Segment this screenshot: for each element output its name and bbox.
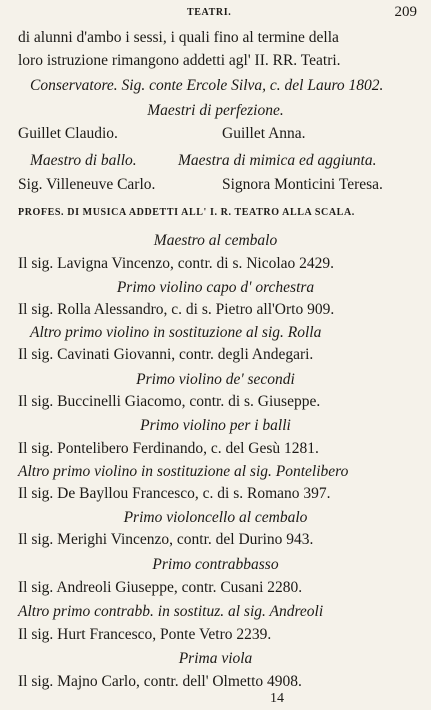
section-heading: Maestra di mimica ed aggiunta.	[178, 152, 377, 169]
body-line: Il sig. Cavinati Giovanni, contr. degli Andegari.	[18, 346, 314, 363]
body-line: Il sig. Majno Carlo, contr. dell' Olmetto 4908.	[18, 673, 302, 690]
body-line: loro istruzione rimangono addetti agl' II. RR. Teatri.	[18, 52, 341, 69]
body-line: Il sig. Merighi Vincenzo, contr. del Durino 943.	[18, 531, 314, 548]
section-heading: Maestro di ballo.	[30, 152, 137, 169]
body-line: Guillet Anna.	[222, 125, 306, 142]
role-heading: Prima viola	[178, 650, 253, 667]
body-line: Il sig. Pontelibero Ferdinando, c. del Gesù 1281.	[18, 440, 319, 457]
body-line: Il sig. Lavigna Vincenzo, contr. di s. Nicolao 2429.	[18, 255, 335, 272]
role-heading: Altro primo contrabb. in sostituz. al sig. Andreoli	[18, 603, 324, 620]
body-line: Signora Monticini Teresa.	[222, 176, 383, 193]
role-heading: Primo violino per i balli	[140, 417, 291, 434]
page-number: 209	[394, 4, 417, 20]
body-line: Il sig. Rolla Alessandro, c. di s. Pietro all'Orto 909.	[18, 301, 335, 318]
role-heading: Primo contrabbasso	[152, 556, 279, 573]
role-heading: Primo violino de' secondi	[136, 371, 295, 388]
section-heading: Maestri di perfezione.	[147, 102, 284, 119]
body-line: Il sig. De Bayllou Francesco, c. di s. Romano 397.	[18, 485, 331, 502]
running-title: TEATRI.	[187, 7, 232, 18]
body-line: Il sig. Hurt Francesco, Ponte Vetro 2239.	[18, 626, 272, 643]
body-line: di alunni d'ambo i sessi, i quali fino al termine della	[18, 29, 339, 46]
signature-mark: 14	[270, 691, 284, 706]
section-title: PROFES. DI MUSICA ADDETTI ALL' I. R. TEATRO ALLA SCALA.	[18, 207, 355, 218]
body-line: Il sig. Buccinelli Giacomo, contr. di s. Giuseppe.	[18, 393, 321, 410]
body-line: Sig. Villeneuve Carlo.	[18, 176, 156, 193]
conservatore-line: Conservatore. Sig. conte Ercole Silva, c. del Lauro 1802.	[30, 77, 384, 94]
role-heading: Primo violoncello al cembalo	[123, 509, 308, 526]
role-heading: Altro primo violino in sostituzione al sig. Pontelibero	[18, 463, 349, 480]
role-heading: Maestro al cembalo	[153, 232, 278, 249]
role-heading: Altro primo violino in sostituzione al sig. Rolla	[30, 324, 322, 341]
body-line: Il sig. Andreoli Giuseppe, contr. Cusani 2280.	[18, 579, 303, 596]
role-heading: Primo violino capo d' orchestra	[116, 279, 315, 296]
body-line: Guillet Claudio.	[18, 125, 118, 142]
